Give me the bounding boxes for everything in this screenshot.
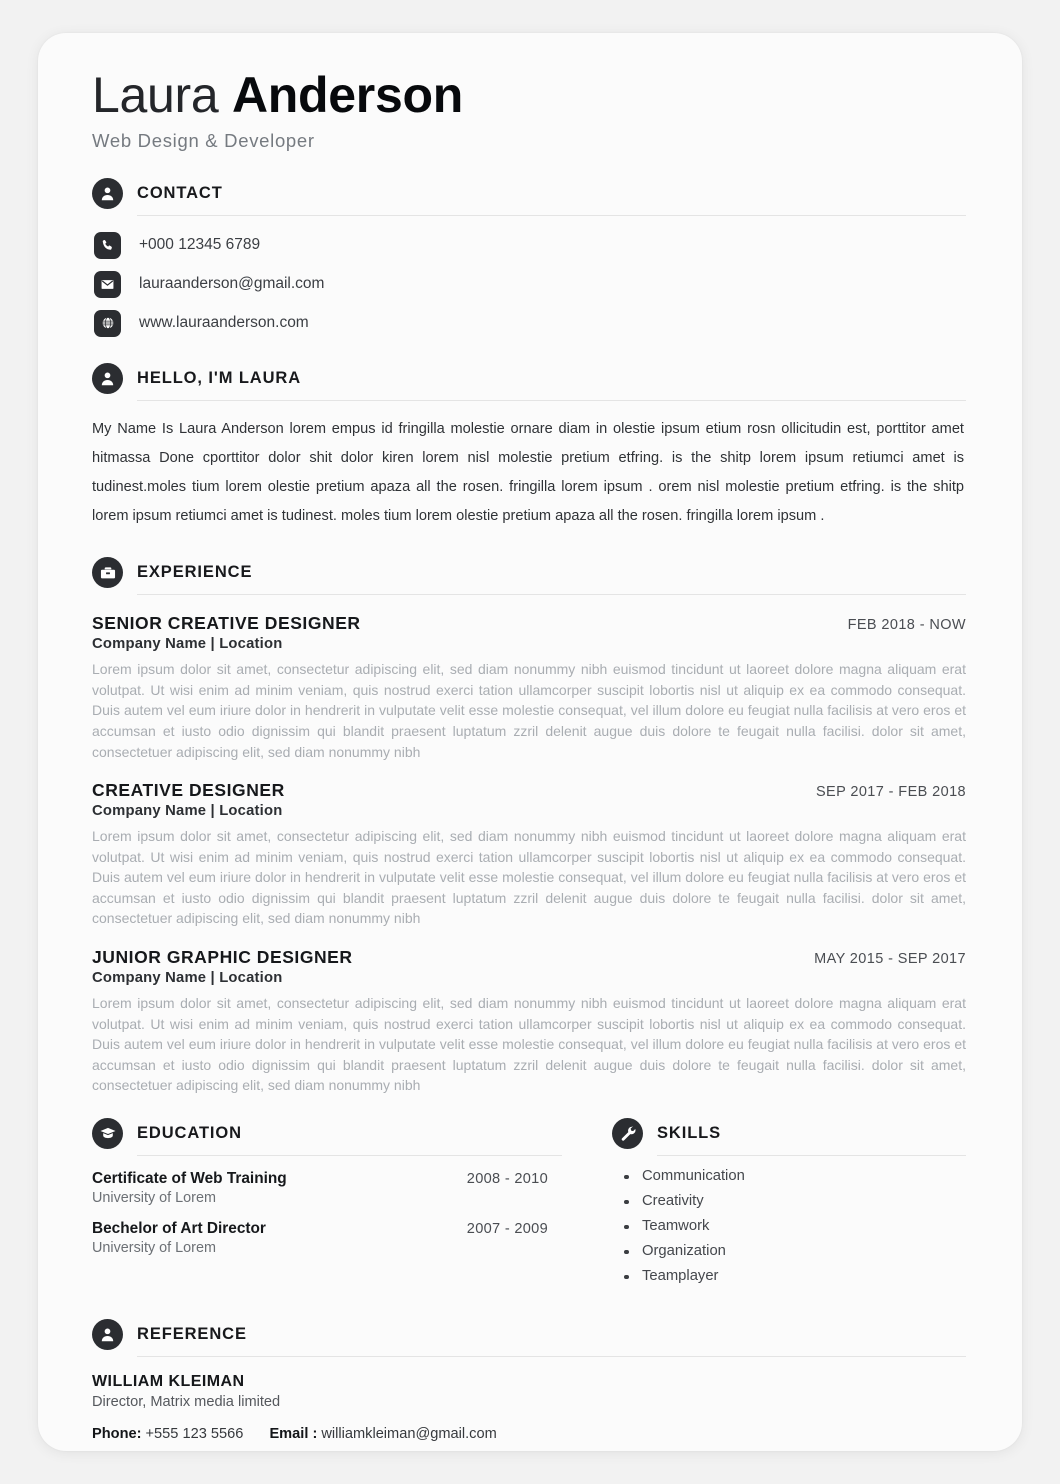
contact-item-email[interactable] xyxy=(92,271,966,298)
contact-email-value: lauraanderson@gmail.com xyxy=(139,275,325,292)
skill-item: Teamplayer xyxy=(612,1268,966,1284)
job-date: MAY 2015 - SEP 2017 xyxy=(814,951,966,968)
job-company: Company Name | Location xyxy=(92,636,283,653)
skill-item: Teamwork xyxy=(612,1218,966,1234)
skills-column xyxy=(612,1118,966,1293)
user-icon xyxy=(92,1319,123,1350)
section-title-reference: REFERENCE xyxy=(137,1324,247,1343)
last-name: Anderson xyxy=(231,67,463,123)
job-title: JUNIOR GRAPHIC DESIGNER xyxy=(92,947,353,968)
skill-item: Creativity xyxy=(612,1193,966,1209)
section-divider xyxy=(137,1155,562,1156)
section-title-education: EDUCATION xyxy=(137,1123,242,1142)
reference-email-value: williamkleiman@gmail.com xyxy=(321,1425,497,1442)
email-icon xyxy=(94,271,121,298)
job-description: Lorem ipsum dolor sit amet, consectetur adipiscing elit, sed diam nonummy nibh euismod tincidunt ut laoreet dolore magna aliquam erat volutpat. Ut wisi enim ad minim veniam, quis nostrud exerci tation ullamcorper suscipit lobortis nisl ut aliquip ex ea commodo consequat. Duis autem vel eum iriure dolor in hendrerit in vulputate velit esse molestie consequat, vel illum dolore eu feugiat nulla facilisis at vero eros et accumsan et iusto odio dignissim qui blandit praesent luptatum zzril delenit augue duis dolore te feugait nulla facilisi. dolor sit amet, consectetuer adipiscing elit, sed diam nonummy nibh xyxy=(92,661,966,760)
education-date: 2008 - 2010 xyxy=(466,1170,548,1187)
globe-icon xyxy=(94,310,121,337)
education-date: 2007 - 2009 xyxy=(466,1220,548,1237)
contact-item-website[interactable] xyxy=(92,310,966,337)
section-divider xyxy=(137,594,966,595)
user-icon xyxy=(92,363,123,394)
education-item xyxy=(92,1220,562,1256)
education-school: University of Lorem xyxy=(92,1189,216,1206)
education-degree: Bechelor of Art Director xyxy=(92,1219,266,1237)
job-date: FEB 2018 - NOW xyxy=(847,617,966,634)
section-divider xyxy=(137,400,966,401)
job-subtitle: Web Design & Developer xyxy=(92,129,315,151)
section-title-skills: SKILLS xyxy=(657,1123,722,1142)
job-company: Company Name | Location xyxy=(92,803,283,820)
contact-item-phone[interactable] xyxy=(92,232,966,259)
wrench-icon xyxy=(612,1118,643,1149)
education-column xyxy=(92,1118,562,1293)
skills-list xyxy=(612,1168,966,1284)
reference-contact xyxy=(92,1426,966,1442)
education-skills-row xyxy=(92,1118,966,1293)
skill-item: Organization xyxy=(612,1243,966,1259)
section-header-education xyxy=(92,1118,562,1156)
section-divider xyxy=(137,1356,966,1357)
section-header-reference xyxy=(92,1319,966,1357)
page-title xyxy=(92,69,966,122)
reference-role: Director, Matrix media limited xyxy=(92,1393,281,1410)
reference-email-label: Email : xyxy=(269,1425,318,1442)
section-title-contact: CONTACT xyxy=(137,183,223,202)
experience-item xyxy=(92,613,966,762)
user-icon xyxy=(92,178,123,209)
section-divider xyxy=(657,1155,966,1156)
reference-phone-label: Phone: xyxy=(92,1425,142,1442)
job-company: Company Name | Location xyxy=(92,970,283,987)
resume-content xyxy=(92,33,966,1442)
section-header-about xyxy=(92,363,966,401)
first-name: Laura xyxy=(92,67,232,123)
reference-phone-value: +555 123 5566 xyxy=(145,1425,244,1442)
phone-icon xyxy=(94,232,121,259)
section-title-experience: EXPERIENCE xyxy=(137,563,253,582)
section-header-experience xyxy=(92,557,966,595)
header-block xyxy=(92,33,966,152)
section-title-about: HELLO, I'M LAURA xyxy=(137,368,302,387)
job-title: SENIOR CREATIVE DESIGNER xyxy=(92,613,361,634)
section-header-contact xyxy=(92,178,966,216)
job-description: Lorem ipsum dolor sit amet, consectetur adipiscing elit, sed diam nonummy nibh euismod tincidunt ut laoreet dolore magna aliquam erat volutpat. Ut wisi enim ad minim veniam, quis nostrud exerci tation ullamcorper suscipit lobortis nisl ut aliquip ex ea commodo consequat. Duis autem vel eum iriure dolor in hendrerit in vulputate velit esse molestie consequat, vel illum dolore eu feugiat nulla facilisis at vero eros et accumsan et iusto odio dignissim qui blandit praesent luptatum zzril delenit augue duis dolore te feugait nulla facilisi. dolor sit amet, consectetuer adipiscing elit, sed diam nonummy nibh xyxy=(92,995,966,1094)
section-divider xyxy=(137,215,966,216)
job-date: SEP 2017 - FEB 2018 xyxy=(815,784,966,801)
resume-page xyxy=(38,33,1022,1451)
contact-website-value: www.lauraanderson.com xyxy=(139,314,309,331)
about-body-text: My Name Is Laura Anderson lorem empus id fringilla molestie ornare diam in olestie ipsum etium rosn ollicitudin est, porttitor amet hitmassa Done cporttitor dolor shit dolor kiren lorem nisl molestie pretium etfring. is the shitp lorem ipsum retiumci amet is tudinest.moles tium lorem olestie pretium apaza all the rosen. fringilla lorem ipsum . orem nisl molestie pretium etfring. is the shitp lorem ipsum retiumci amet is tudinest. moles tium lorem olestie pretium apaza all the rosen. fringilla lorem ipsum . xyxy=(92,420,964,525)
reference-name: WILLIAM KLEIMAN xyxy=(92,1372,245,1390)
job-title: CREATIVE DESIGNER xyxy=(92,780,285,801)
contact-list xyxy=(92,232,966,337)
education-item xyxy=(92,1170,562,1206)
education-school: University of Lorem xyxy=(92,1239,216,1256)
job-description: Lorem ipsum dolor sit amet, consectetur adipiscing elit, sed diam nonummy nibh euismod tincidunt ut laoreet dolore magna aliquam erat volutpat. Ut wisi enim ad minim veniam, quis nostrud exerci tation ullamcorper suscipit lobortis nisl ut aliquip ex ea commodo consequat. Duis autem vel eum iriure dolor in hendrerit in vulputate velit esse molestie consequat, vel illum dolore eu feugiat nulla facilisis at vero eros et accumsan et iusto odio dignissim qui blandit praesent luptatum zzril delenit augue duis dolore te feugait nulla facilisi. dolor sit amet, consectetuer adipiscing elit, sed diam nonummy nibh xyxy=(92,828,966,927)
graduation-cap-icon xyxy=(92,1118,123,1149)
education-degree: Certificate of Web Training xyxy=(92,1169,287,1187)
briefcase-icon xyxy=(92,557,123,588)
skill-item: Communication xyxy=(612,1168,966,1184)
experience-item xyxy=(92,780,966,929)
experience-item xyxy=(92,947,966,1096)
contact-phone-value: +000 12345 6789 xyxy=(139,236,261,253)
section-header-skills xyxy=(612,1118,966,1156)
